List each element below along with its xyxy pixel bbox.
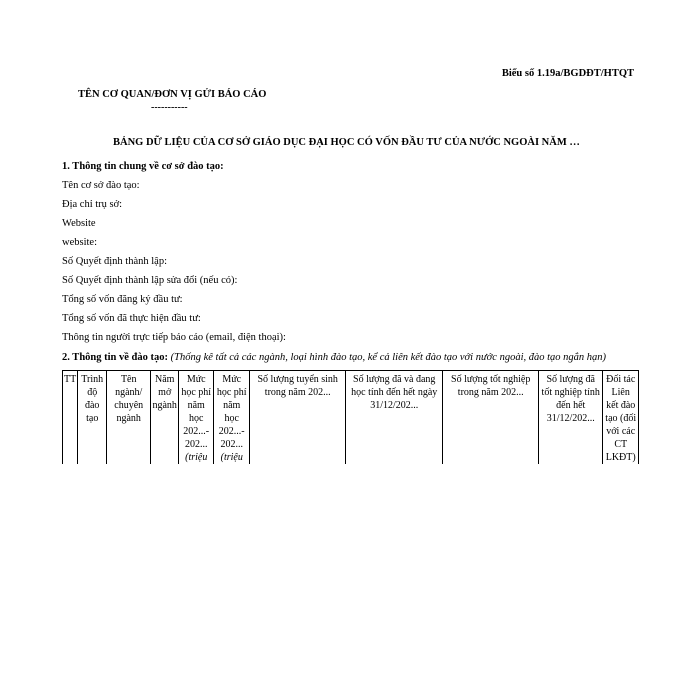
header-line: học <box>224 413 239 424</box>
section-2-note: (Thống kê tất cả các ngành, loại hình đào tạo, kể cả liên kết đào tạo với nước ngoài, đào tạo ngắn hạn) <box>170 352 607 363</box>
document-title: BẢNG DỮ LIỆU CỦA CƠ SỞ GIÁO DỤC ĐẠI HỌC CÓ VỐN ĐẦU TƯ CỦA NƯỚC NGOÀI NĂM … <box>113 137 580 148</box>
header-unit: (triệu <box>220 452 243 463</box>
header-line: ngành <box>152 400 177 411</box>
field-headquarters-address: Địa chỉ trụ sở: <box>62 199 123 210</box>
header-line: đến hết <box>556 400 586 411</box>
header-line: Năm <box>154 374 175 385</box>
header-line: Mức <box>186 374 206 385</box>
header-line: 31/12/202... <box>370 400 419 411</box>
header-line: năm <box>187 400 205 411</box>
table-header-col-total-graduates <box>539 371 603 465</box>
header-line: Số lượng tốt nghiệp <box>451 374 531 385</box>
header-line: LKĐT) <box>605 452 636 463</box>
table-header-col-training-level <box>78 371 107 465</box>
field-website: website: <box>62 237 97 248</box>
table-header-col-year-opened <box>151 371 179 465</box>
header-line: Trình <box>81 374 104 385</box>
header-line: độ <box>87 387 98 398</box>
header-line: 202... <box>184 439 208 450</box>
field-website-label: Website <box>62 218 96 229</box>
header-line: ngành <box>116 413 141 424</box>
table-header-col-partner <box>603 371 639 465</box>
table-header-col-graduates-year <box>443 371 539 465</box>
table-header-col-tuition-fee-2 <box>214 371 250 465</box>
header-line: mở <box>158 387 172 398</box>
field-realized-investment: Tổng số vốn đã thực hiện đầu tư: <box>62 313 201 324</box>
header-line: kết đào <box>606 400 636 411</box>
header-line: tạo <box>86 413 99 424</box>
reporting-organization-name: TÊN CƠ QUAN/ĐƠN VỊ GỬI BÁO CÁO <box>78 89 267 100</box>
header-line: tốt nghiệp tính <box>541 387 600 398</box>
header-line: 202...- <box>183 426 210 437</box>
organization-underline-dashes: ----------- <box>151 102 188 113</box>
table-header-col-tuition-fee-1 <box>179 371 214 465</box>
header-line: Liên <box>611 387 630 398</box>
form-code: Biểu số 1.19a/BGDĐT/HTQT <box>501 68 634 79</box>
field-establishment-decision: Số Quyết định thành lập: <box>62 256 167 267</box>
field-registered-investment: Tổng số vốn đăng ký đầu tư: <box>62 294 183 305</box>
field-reporter-contact: Thông tin người trực tiếp báo cáo (email, điện thoại): <box>62 332 286 343</box>
table-header-col-current-students <box>346 371 443 465</box>
training-data-table <box>62 370 639 464</box>
header-line: 202... <box>220 439 243 450</box>
header-line: học tính đến hết ngày <box>351 387 438 398</box>
header-line: 202...- <box>218 426 245 437</box>
header-line: đào <box>84 400 100 411</box>
header-line: với các <box>606 426 636 437</box>
table-header-col-enrollment <box>250 371 346 465</box>
header-line: TT <box>64 374 77 385</box>
header-line: tạo (đối <box>605 413 637 424</box>
header-line: Số lượng đã <box>546 374 595 385</box>
field-amended-decision: Số Quyết định thành lập sửa đổi (nếu có): <box>62 275 238 286</box>
header-line: học phí <box>181 387 212 398</box>
section-2-heading: 2. Thông tin về đào tạo: <box>62 352 168 363</box>
header-line: CT <box>614 439 628 450</box>
header-line: năm <box>223 400 241 411</box>
section-1-title: 1. Thông tin chung về cơ sở đào tạo: <box>62 161 224 172</box>
table-header-col-major-name <box>107 371 151 465</box>
header-line: Tên <box>120 374 137 385</box>
header-line: Số lượng đã và đang <box>353 374 436 385</box>
header-line: trong năm 202... <box>264 387 331 398</box>
header-line: ngành/ <box>115 387 143 398</box>
header-line: 31/12/202... <box>546 413 595 424</box>
header-line: học <box>188 413 204 424</box>
header-line: Đối tác <box>606 374 636 385</box>
header-line: trong năm 202... <box>457 387 524 398</box>
section-2-title <box>62 352 606 363</box>
header-line: học phí <box>216 387 247 398</box>
header-line: Số lượng tuyển sinh <box>257 374 338 385</box>
header-line: chuyên <box>114 400 144 411</box>
header-line: Mức <box>222 374 242 385</box>
table-header-col-index <box>63 371 78 465</box>
table-header-row <box>63 371 639 465</box>
header-unit: (triệu <box>185 452 208 463</box>
field-training-institution-name: Tên cơ sở đào tạo: <box>62 180 140 191</box>
